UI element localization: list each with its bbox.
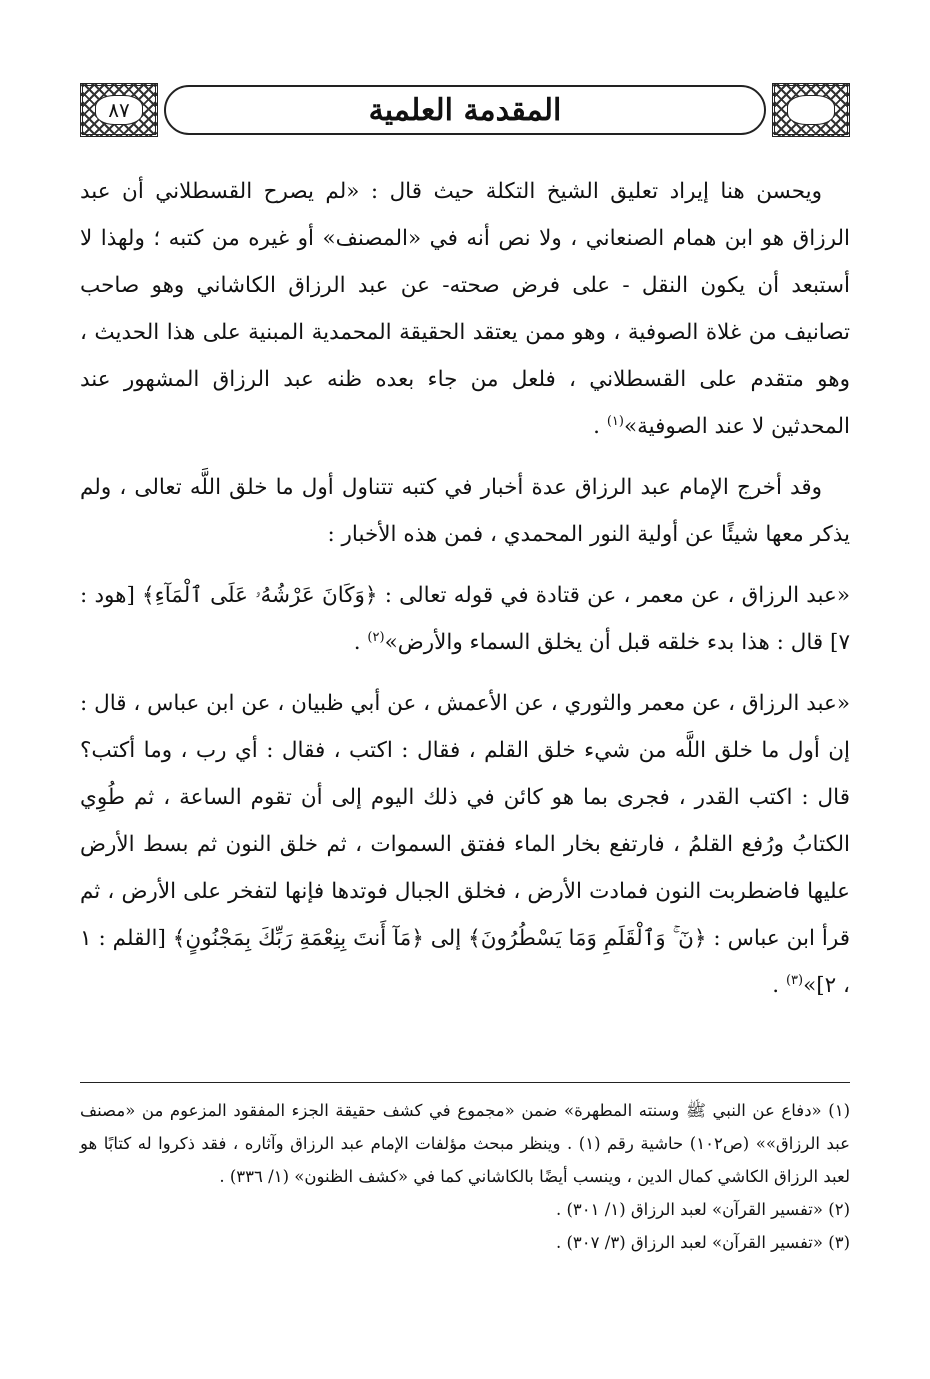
paragraph-text: ويحسن هنا إيراد تعليق الشيخ التكلة حيث قال : «لم يصرح القسطلاني أن عبد الرزاق هو ابن همام الصنعاني ، ولا نص أنه في «المصنف» أو غيره من كتبه ؛ ولهذا لا أستبعد أن يكون النقل - على فرض صحته- عن عبد الرزاق الكاشاني وهو صاحب تصانيف من غلاة الصوفية ، وهو ممن يعتقد الحقيقة المحمدية المبنية على هذا الحديث ، وهو متقدم على القسطلاني ، فلعل من جاء بعده ظنه عبد الرزاق المشهور عند المحدثين لا عند الصوفية» [80,179,850,439]
footnote: (٣) «تفسير القرآن» لعبد الرزاق (٣/ ٣٠٧) . [555,1233,850,1252]
running-title: المقدمة العلمية [164,85,766,135]
footnote-divider [80,1082,850,1083]
footnote: (٢) «تفسير القرآن» لعبد الرزاق (١/ ٣٠١) . [555,1200,850,1219]
page-header [80,78,850,142]
footnote-ref: (٣) [785,972,804,988]
main-text [80,168,850,1009]
paragraph-text: وقد أخرج الإمام عبد الرزاق عدة أخبار في كتبه تتناول أول ما خلق اللَّه تعالى ، ولم يذكر معها شيئًا عن أولية النور المحمدي ، فمن هذه الأخبار : [80,475,850,547]
paragraph [80,464,850,558]
book-logo-ornament [772,83,850,137]
end-mark: . [593,414,607,439]
footnotes [80,1094,850,1259]
paragraph [80,168,850,450]
end-mark: . [353,630,368,655]
paragraph [80,572,850,666]
page-number-ornament [80,83,158,137]
page-number: ٨٧ [95,95,143,125]
paragraph-text: «عبد الرزاق ، عن معمر ، عن قتادة في قوله تعالى : ﴿وَكَانَ عَرْشُهُۥ عَلَى ٱلْمَآءِ﴾ [هود : ٧] قال : هذا بدء خلقه قبل أن يخلق السماء والأرض» [80,583,850,655]
book-logo [787,95,835,125]
footnote-ref: (١) [606,413,624,429]
end-mark: . [772,973,786,998]
paragraph-text: «عبد الرزاق ، عن معمر والثوري ، عن الأعمش ، عن أبي ظبيان ، عن ابن عباس ، قال : إن أول ما خلق اللَّه من شيء خلق القلم ، فقال : اكتب ، فقال : أي رب ، وما أكتب؟ قال : اكتب القدر ، فجرى بما هو كائن في ذلك اليوم إلى أن تقوم الساعة ، ثم طُوِي الكتابُ ورُفع القلمُ ، فارتفع بخار الماء ففتق السموات ، ثم خلق النون ثم بسط الأرض عليها فاضطربت النون فمادت الأرض ، فخلق الجبال فوتدها فإنها لتفخر على الأرض ، ثم قرأ ابن عباس : ﴿نٓ ۚ وَٱلْقَلَمِ وَمَا يَسْطُرُونَ﴾ إلى ﴿مَآ أَنتَ بِنِعْمَةِ رَبِّكَ بِمَجْنُونٍ﴾ [القلم : ١ ، ٢]» [80,691,850,998]
footnote-ref: (٢) [367,629,385,645]
paragraph [80,680,850,1009]
footnote: (١) «دفاع عن النبي ﷺ وسنته المطهرة» ضمن «مجموع في كشف حقيقة الجزء المفقود المزعوم من «مصنف عبد الرزاق»» (ص١٠٢) حاشية رقم (١) . وينظر مبحث مؤلفات الإمام عبد الرزاق وآثاره ، فقد ذكروا له كتابًا هو لعبد الرزاق الكاشي كمال الدين ، وينسب أيضًا بالكاشاني كما في «كشف الظنون» (١/ ٣٣٦) . [80,1101,850,1186]
